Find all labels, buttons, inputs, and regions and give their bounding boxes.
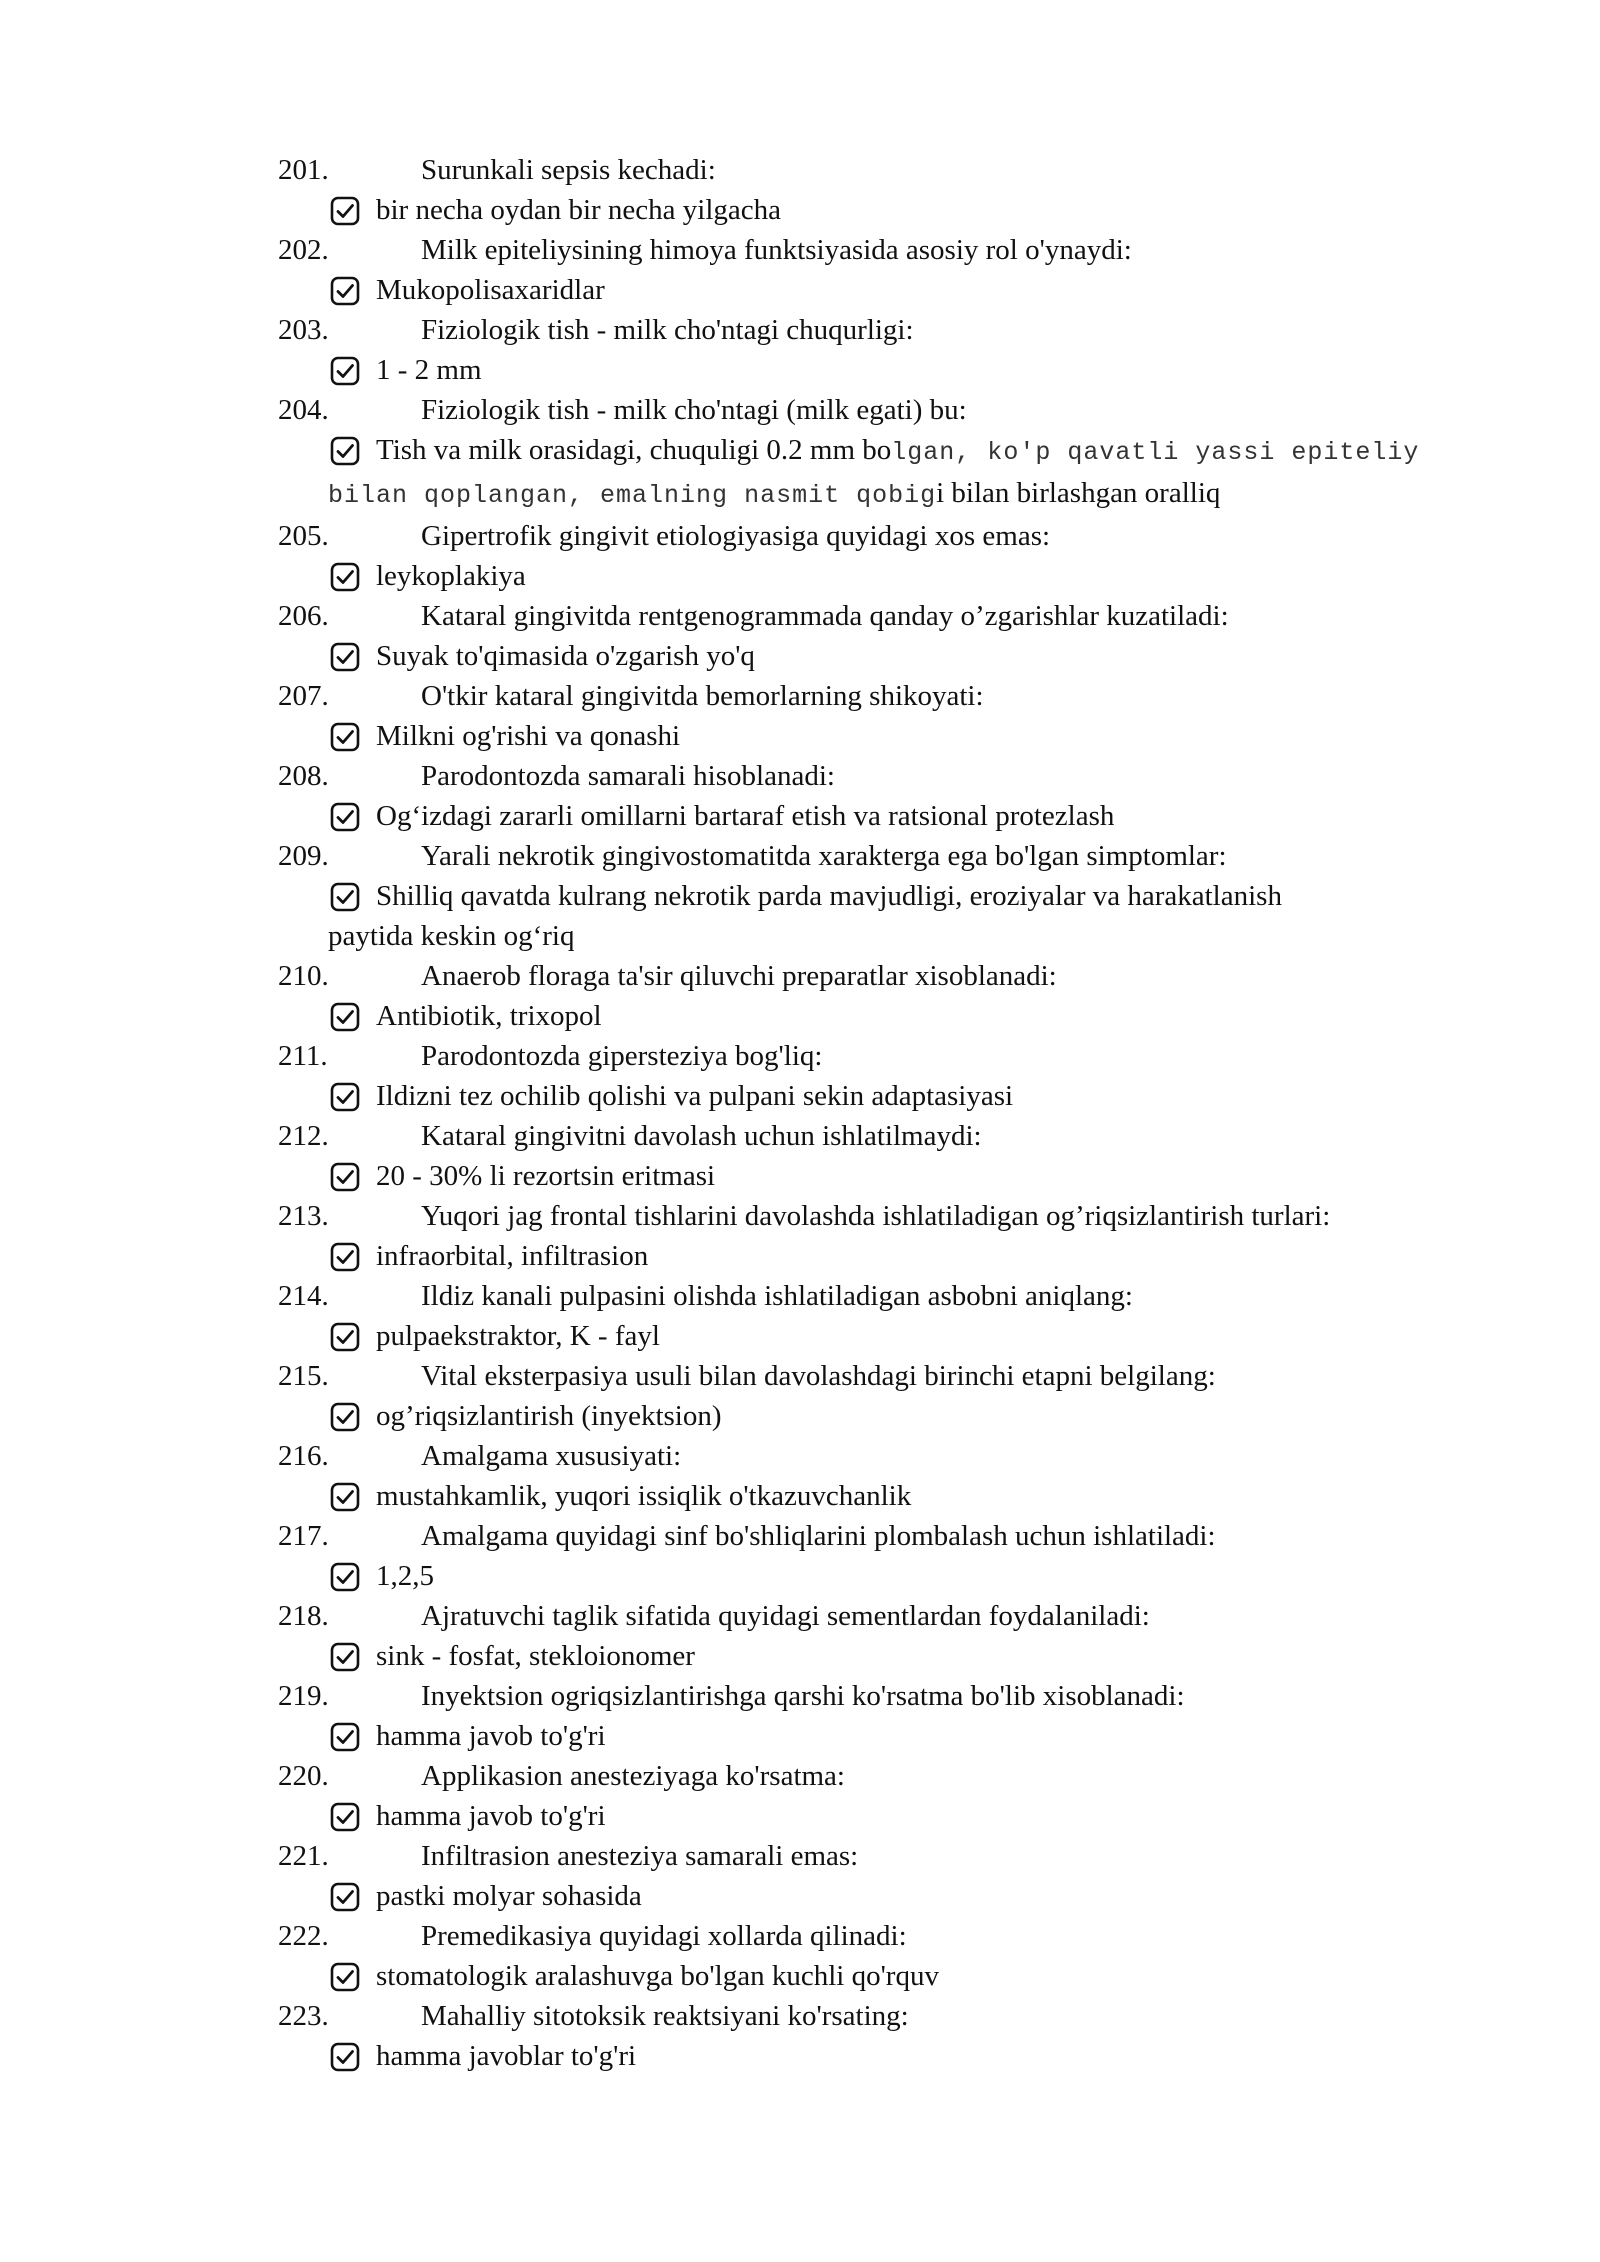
question-number: 201. bbox=[278, 154, 329, 186]
question-item bbox=[278, 1916, 1498, 1996]
answer-text: Og‘izdagi zararli omillarni bartaraf etish va ratsional protezlash bbox=[376, 800, 1115, 832]
checkbox-check-icon bbox=[330, 1242, 360, 1272]
answer-row bbox=[278, 1476, 1498, 1516]
question-item bbox=[278, 756, 1498, 836]
answer-row bbox=[278, 1316, 1498, 1356]
question-list bbox=[278, 150, 1498, 2076]
question-number: 203. bbox=[278, 314, 329, 346]
question-row bbox=[278, 836, 1498, 876]
checkbox-check-icon bbox=[330, 1002, 360, 1032]
checkbox-check-icon bbox=[330, 1802, 360, 1832]
answer-row bbox=[278, 796, 1498, 836]
question-number: 223. bbox=[278, 2000, 329, 2032]
answer-text: hamma javob to'g'ri bbox=[376, 1800, 606, 1832]
answer-text: og’riqsizlantirish (inyektsion) bbox=[376, 1400, 722, 1432]
question-row bbox=[278, 1516, 1498, 1556]
question-text: Applikasion anesteziyaga ko'rsatma: bbox=[421, 1760, 845, 1792]
answer-row bbox=[278, 1876, 1498, 1916]
question-number: 210. bbox=[278, 960, 329, 992]
question-item bbox=[278, 1036, 1498, 1116]
answer-row bbox=[278, 1716, 1498, 1756]
question-text: Kataral gingivitda rentgenogrammada qanday o’zgarishlar kuzatiladi: bbox=[421, 600, 1229, 632]
answer-row bbox=[278, 636, 1498, 676]
question-text: Mahalliy sitotoksik reaktsiyani ko'rsating: bbox=[421, 2000, 909, 2032]
question-row bbox=[278, 596, 1498, 636]
question-item bbox=[278, 230, 1498, 310]
answer-text: mustahkamlik, yuqori issiqlik o'tkazuvchanlik bbox=[376, 1480, 912, 1512]
checkbox-check-icon bbox=[330, 642, 360, 672]
question-number: 219. bbox=[278, 1680, 329, 1712]
answer-text: Antibiotik, trixopol bbox=[376, 1000, 602, 1032]
answer-row bbox=[278, 1396, 1498, 1436]
question-text: Premedikasiya quyidagi xollarda qilinadi: bbox=[421, 1920, 907, 1952]
question-text: Ajratuvchi taglik sifatida quyidagi sementlardan foydalaniladi: bbox=[421, 1600, 1150, 1632]
question-number: 221. bbox=[278, 1840, 329, 1872]
question-text: Inyektsion ogriqsizlantirishga qarshi ko'rsatma bo'lib xisoblanadi: bbox=[421, 1680, 1185, 1712]
question-row bbox=[278, 1596, 1498, 1636]
question-item bbox=[278, 150, 1498, 230]
answer-row bbox=[278, 1956, 1498, 1996]
question-row bbox=[278, 1436, 1498, 1476]
checkbox-check-icon bbox=[330, 1882, 360, 1912]
question-item bbox=[278, 1676, 1498, 1756]
question-item bbox=[278, 956, 1498, 1036]
answer-row bbox=[278, 190, 1498, 230]
checkbox-check-icon bbox=[330, 276, 360, 306]
answer-row bbox=[278, 2036, 1498, 2076]
question-number: 208. bbox=[278, 760, 329, 792]
question-text: Fiziologik tish - milk cho'ntagi chuqurligi: bbox=[421, 314, 914, 346]
question-text: Anaerob floraga ta'sir qiluvchi preparatlar xisoblanadi: bbox=[421, 960, 1057, 992]
answer-row bbox=[278, 350, 1498, 390]
question-number: 218. bbox=[278, 1600, 329, 1632]
answer-text-part-mono: lgan, ko'p qavatli yassi epiteliy bbox=[891, 438, 1420, 467]
question-item bbox=[278, 1196, 1498, 1276]
answer-text-part: i bilan birlashgan oralliq bbox=[936, 477, 1221, 509]
checkbox-check-icon bbox=[330, 436, 360, 466]
question-number: 207. bbox=[278, 680, 329, 712]
checkbox-check-icon bbox=[330, 1642, 360, 1672]
question-row bbox=[278, 150, 1498, 190]
answer-text: 1 - 2 mm bbox=[376, 354, 482, 386]
answer-row bbox=[278, 430, 1498, 473]
question-number: 215. bbox=[278, 1360, 329, 1392]
checkbox-check-icon bbox=[330, 1962, 360, 1992]
checkbox-check-icon bbox=[330, 802, 360, 832]
question-row bbox=[278, 1276, 1498, 1316]
question-text: Parodontozda gipersteziya bog'liq: bbox=[421, 1040, 823, 1072]
question-text: Surunkali sepsis kechadi: bbox=[421, 154, 716, 186]
question-text: Parodontozda samarali hisoblanadi: bbox=[421, 760, 835, 792]
question-number: 204. bbox=[278, 394, 329, 426]
question-text: Fiziologik tish - milk cho'ntagi (milk egati) bu: bbox=[421, 394, 967, 426]
question-row bbox=[278, 1036, 1498, 1076]
question-text: Yuqori jag frontal tishlarini davolashda ishlatiladigan og’riqsizlantirish turlari: bbox=[421, 1200, 1331, 1232]
question-number: 205. bbox=[278, 520, 329, 552]
answer-text: stomatologik aralashuvga bo'lgan kuchli qo'rquv bbox=[376, 1960, 939, 1992]
checkbox-check-icon bbox=[330, 882, 360, 912]
question-row bbox=[278, 1116, 1498, 1156]
checkbox-check-icon bbox=[330, 1722, 360, 1752]
answer-text: Ildizni tez ochilib qolishi va pulpani sekin adaptasiyasi bbox=[376, 1080, 1014, 1112]
question-row bbox=[278, 1836, 1498, 1876]
answer-row bbox=[278, 716, 1498, 756]
checkbox-check-icon bbox=[330, 1082, 360, 1112]
answer-row bbox=[278, 1636, 1498, 1676]
question-text: Amalgama quyidagi sinf bo'shliqlarini plombalash uchun ishlatiladi: bbox=[421, 1520, 1216, 1552]
question-item bbox=[278, 1756, 1498, 1836]
question-text: Gipertrofik gingivit etiologiyasiga quyidagi xos emas: bbox=[421, 520, 1051, 552]
answer-text: 1,2,5 bbox=[376, 1560, 434, 1592]
question-item bbox=[278, 390, 1498, 516]
answer-text: bir necha oydan bir necha yilgacha bbox=[376, 194, 782, 226]
checkbox-check-icon bbox=[330, 1162, 360, 1192]
question-row bbox=[278, 1756, 1498, 1796]
question-item bbox=[278, 1516, 1498, 1596]
question-text: Kataral gingivitni davolash uchun ishlatilmaydi: bbox=[421, 1120, 982, 1152]
question-row bbox=[278, 1196, 1498, 1236]
question-number: 222. bbox=[278, 1920, 329, 1952]
answer-text: paytida keskin og‘riq bbox=[328, 920, 575, 952]
question-number: 214. bbox=[278, 1280, 329, 1312]
question-row bbox=[278, 516, 1498, 556]
question-number: 217. bbox=[278, 1520, 329, 1552]
answer-text: pulpaekstraktor, K - fayl bbox=[376, 1320, 660, 1352]
answer-text: sink - fosfat, stekloionomer bbox=[376, 1640, 695, 1672]
answer-row bbox=[278, 996, 1498, 1036]
question-text: Vital eksterpasiya usuli bilan davolashdagi birinchi etapni belgilang: bbox=[421, 1360, 1216, 1392]
answer-row bbox=[278, 1556, 1498, 1596]
checkbox-check-icon bbox=[330, 1562, 360, 1592]
answer-row bbox=[278, 1076, 1498, 1116]
answer-text-part: Tish va milk orasidagi, chuquligi 0.2 mm bo bbox=[376, 434, 892, 466]
answer-text: 20 - 30% li rezortsin eritmasi bbox=[376, 1160, 716, 1192]
answer-row-continued bbox=[278, 473, 1498, 516]
answer-text: Mukopolisaxaridlar bbox=[376, 274, 605, 306]
question-item bbox=[278, 1436, 1498, 1516]
answer-row bbox=[278, 1156, 1498, 1196]
question-item bbox=[278, 1836, 1498, 1916]
answer-text: Milkni og'rishi va qonashi bbox=[376, 720, 681, 752]
question-item bbox=[278, 1596, 1498, 1676]
question-number: 209. bbox=[278, 840, 329, 872]
checkbox-check-icon bbox=[330, 2042, 360, 2072]
question-row bbox=[278, 390, 1498, 430]
question-number: 213. bbox=[278, 1200, 329, 1232]
question-text: Yarali nekrotik gingivostomatitda xarakterga ega bo'lgan simptomlar: bbox=[421, 840, 1227, 872]
answer-row bbox=[278, 270, 1498, 310]
question-row bbox=[278, 756, 1498, 796]
answer-text: hamma javob to'g'ri bbox=[376, 1720, 606, 1752]
question-row bbox=[278, 956, 1498, 996]
question-row bbox=[278, 310, 1498, 350]
question-row bbox=[278, 676, 1498, 716]
question-number: 212. bbox=[278, 1120, 329, 1152]
question-text: Amalgama xususiyati: bbox=[421, 1440, 682, 1472]
answer-text-part-mono: bilan qoplangan, emalning nasmit qobig bbox=[328, 481, 937, 510]
answer-text: pastki molyar sohasida bbox=[376, 1880, 642, 1912]
checkbox-check-icon bbox=[330, 356, 360, 386]
checkbox-check-icon bbox=[330, 1322, 360, 1352]
question-item bbox=[278, 1996, 1498, 2076]
checkbox-check-icon bbox=[330, 196, 360, 226]
question-item bbox=[278, 516, 1498, 596]
answer-row bbox=[278, 556, 1498, 596]
question-number: 220. bbox=[278, 1760, 329, 1792]
question-item bbox=[278, 1356, 1498, 1436]
answer-row bbox=[278, 1796, 1498, 1836]
question-number: 216. bbox=[278, 1440, 329, 1472]
question-row bbox=[278, 1356, 1498, 1396]
answer-text: Shilliq qavatda kulrang nekrotik parda mavjudligi, eroziyalar va harakatlanish bbox=[376, 880, 1282, 912]
question-number: 206. bbox=[278, 600, 329, 632]
question-text: Milk epiteliysining himoya funktsiyasida asosiy rol o'ynaydi: bbox=[421, 234, 1132, 266]
question-item bbox=[278, 836, 1498, 956]
answer-row-continued bbox=[278, 916, 1498, 956]
answer-text: infraorbital, infiltrasion bbox=[376, 1240, 649, 1272]
question-item bbox=[278, 676, 1498, 756]
question-row bbox=[278, 1676, 1498, 1716]
question-row bbox=[278, 1996, 1498, 2036]
question-text: Infiltrasion anesteziya samarali emas: bbox=[421, 1840, 859, 1872]
question-item bbox=[278, 310, 1498, 390]
answer-text: hamma javoblar to'g'ri bbox=[376, 2040, 637, 2072]
question-item bbox=[278, 596, 1498, 676]
question-row bbox=[278, 1916, 1498, 1956]
answer-row bbox=[278, 876, 1498, 916]
question-text: Ildiz kanali pulpasini olishda ishlatiladigan asbobni aniqlang: bbox=[421, 1280, 1133, 1312]
question-item bbox=[278, 1276, 1498, 1356]
checkbox-check-icon bbox=[330, 1482, 360, 1512]
question-text: O'tkir kataral gingivitda bemorlarning shikoyati: bbox=[421, 680, 984, 712]
question-number: 211. bbox=[278, 1040, 328, 1072]
question-row bbox=[278, 230, 1498, 270]
answer-row bbox=[278, 1236, 1498, 1276]
answer-text: leykoplakiya bbox=[376, 560, 526, 592]
answer-text: Suyak to'qimasida o'zgarish yo'q bbox=[376, 640, 755, 672]
question-number: 202. bbox=[278, 234, 329, 266]
checkbox-check-icon bbox=[330, 1402, 360, 1432]
checkbox-check-icon bbox=[330, 562, 360, 592]
question-item bbox=[278, 1116, 1498, 1196]
checkbox-check-icon bbox=[330, 722, 360, 752]
